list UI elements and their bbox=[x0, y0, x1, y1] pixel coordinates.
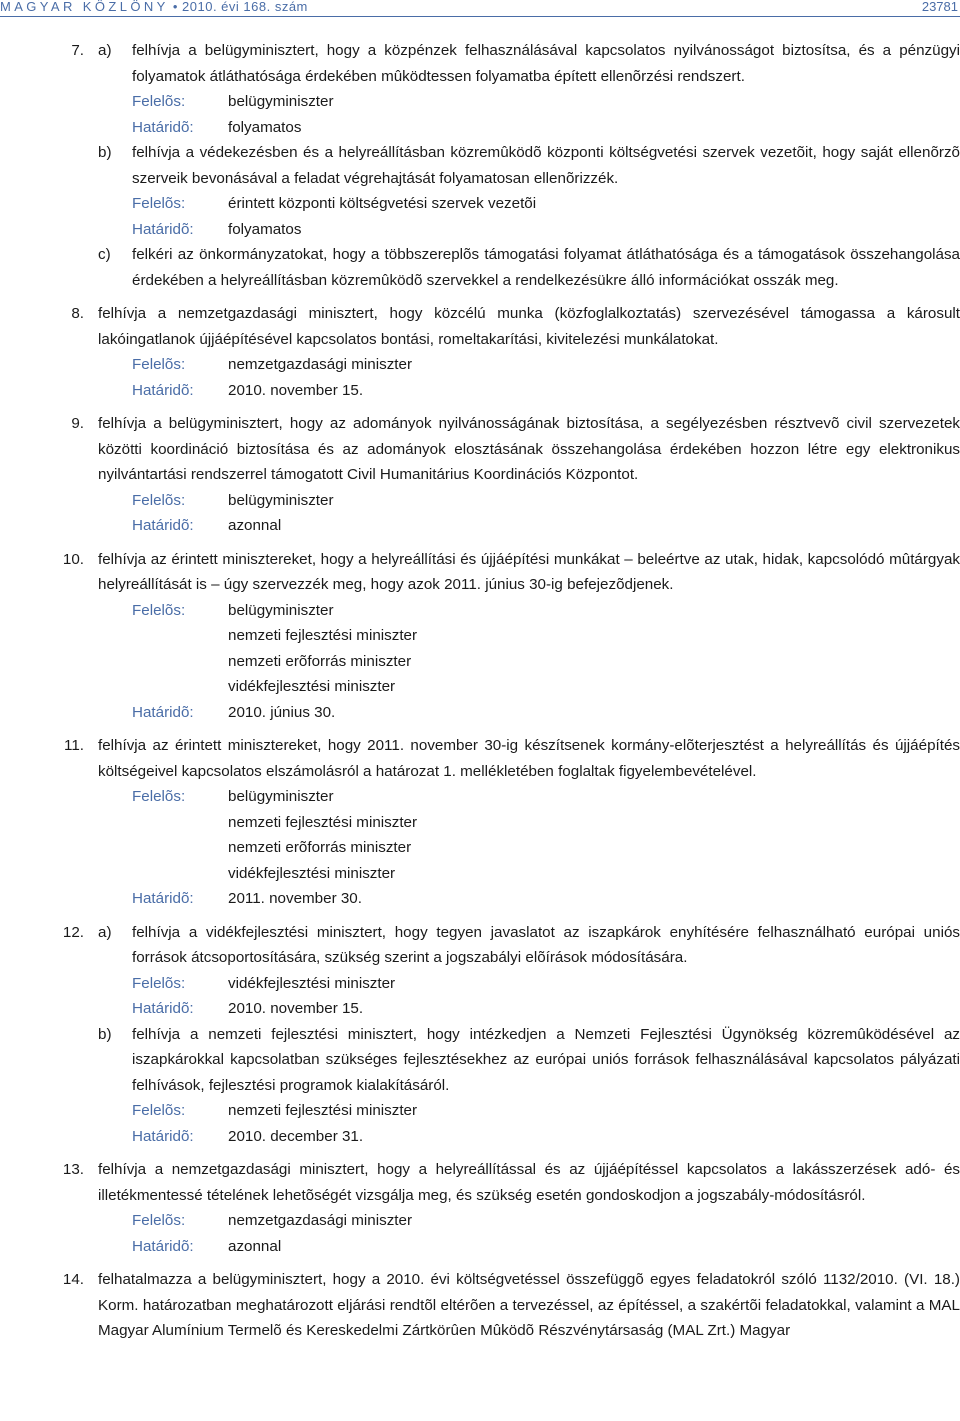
responsible-row bbox=[98, 598, 960, 624]
responsible-value: vidékfejlesztési miniszter bbox=[228, 678, 396, 695]
responsible-value: nemzetgazdasági miniszter bbox=[228, 356, 413, 373]
running-head bbox=[0, 0, 960, 14]
responsible-row bbox=[98, 810, 960, 836]
item-14 bbox=[0, 1267, 960, 1344]
deadline-value: 2011. november 30. bbox=[228, 890, 362, 907]
responsible-row bbox=[132, 1098, 960, 1124]
deadline-label: Határidõ: bbox=[132, 118, 194, 136]
responsible-row bbox=[98, 488, 960, 514]
responsible-value: belügyminiszter bbox=[228, 491, 334, 509]
page-number: 23781 bbox=[921, 0, 958, 14]
responsible-label: Felelõs: bbox=[132, 974, 186, 992]
responsible-row bbox=[98, 649, 960, 675]
item-text: felkéri az önkormányzatokat, hogy a többszereplõs támogatási folyamat átláthatósága és a támogatások összehangolása érdekében a helyreállításban közremûködõ szervekkel a rendelkezésükre álló információkat osszák meg. bbox=[132, 246, 960, 289]
item-8 bbox=[0, 301, 960, 403]
deadline-row bbox=[98, 1234, 960, 1260]
responsible-row bbox=[98, 835, 960, 861]
subitem-letter: b) bbox=[98, 1025, 112, 1043]
subitem-7a bbox=[98, 38, 960, 140]
item-12 bbox=[0, 920, 960, 1150]
item-text: felhívja a nemzetgazdasági minisztert, hogy a helyreállítással és az újjáépítéssel kapcsolatos a lakásszerzések adó- és illetékmentessé tételének lehetõségét vizsgálja meg, és szükség esetén gondoskodjon a jogszabály-módosításról. bbox=[98, 1161, 960, 1204]
header-rule bbox=[0, 16, 960, 17]
item-number: 9. bbox=[71, 415, 84, 432]
responsible-row bbox=[132, 971, 960, 997]
item-number: 12. bbox=[62, 923, 84, 941]
responsible-value: nemzeti fejlesztési miniszter bbox=[228, 1102, 418, 1119]
item-10 bbox=[0, 547, 960, 726]
publication-title: MAGYAR KÖZLÖNY bbox=[0, 0, 169, 14]
deadline-label: Határidõ: bbox=[132, 381, 194, 399]
responsible-row bbox=[132, 191, 960, 217]
item-9 bbox=[0, 411, 960, 539]
deadline-row bbox=[132, 115, 960, 141]
responsible-value: nemzetgazdasági miniszter bbox=[228, 1212, 413, 1229]
deadline-row bbox=[98, 886, 960, 912]
responsible-row bbox=[98, 861, 960, 887]
responsible-value: nemzeti erõforrás miniszter bbox=[228, 839, 412, 856]
responsible-row bbox=[98, 784, 960, 810]
subitem-12a bbox=[98, 920, 960, 1022]
responsible-row bbox=[98, 623, 960, 649]
subitem-7c bbox=[98, 242, 960, 293]
responsible-row bbox=[98, 674, 960, 700]
responsible-value: érintett központi költségvetési szervek vezetõi bbox=[228, 195, 537, 212]
subitem-7b bbox=[98, 140, 960, 242]
deadline-label: Határidõ: bbox=[132, 890, 194, 907]
item-text: felhatalmazza a belügyminisztert, hogy a 2010. évi költségvetéssel összefüggõ egyes feladatokról szóló 1132/2010. (VI. 18.) Korm. határozatban meghatározott eljárási rendtõl eltérõen a tervezéssel, az építéssel, a szakértõi feladatokkal, valamint a MAL Magyar Alumínium Termelõ és Kereskedelmi Zártkörûen Mûködõ Részvénytársaság (MAL Zrt.) Magyar bbox=[98, 1271, 960, 1339]
item-number: 10. bbox=[62, 550, 84, 568]
deadline-value: azonnal bbox=[228, 517, 282, 534]
deadline-label: Határidõ: bbox=[132, 517, 194, 534]
responsible-label: Felelõs: bbox=[132, 1102, 186, 1119]
deadline-label: Határidõ: bbox=[132, 1000, 194, 1017]
item-text: felhívja a nemzetgazdasági minisztert, hogy közcélú munka (közfoglalkoztatás) szervezésével támogassa a károsult lakóingatlanok újjáépítésével kapcsolatos bontási, romeltakarítási, kivitelezési munkálatokat. bbox=[98, 305, 960, 348]
deadline-label: Határidõ: bbox=[132, 1237, 194, 1255]
deadline-value: 2010. november 15. bbox=[228, 381, 364, 399]
document-body bbox=[0, 38, 960, 1344]
item-number: 14. bbox=[62, 1271, 84, 1288]
deadline-row bbox=[98, 378, 960, 404]
responsible-label: Felelõs: bbox=[132, 93, 186, 110]
issue-label: 2010. évi 168. szám bbox=[182, 0, 308, 14]
subitem-letter: c) bbox=[98, 246, 111, 263]
deadline-value: 2010. június 30. bbox=[228, 703, 336, 721]
responsible-value: vidékfejlesztési miniszter bbox=[228, 864, 396, 882]
responsible-value: nemzeti erõforrás miniszter bbox=[228, 652, 412, 670]
subitem-letter: b) bbox=[98, 144, 112, 161]
running-head-left bbox=[0, 0, 308, 14]
deadline-label: Határidõ: bbox=[132, 1127, 194, 1145]
subitem-letter: a) bbox=[98, 923, 112, 941]
responsible-value: vidékfejlesztési miniszter bbox=[228, 974, 396, 992]
responsible-value: belügyminiszter bbox=[228, 788, 334, 805]
item-text: felhívja a védekezésben és a helyreállításban közremûködõ központi költségvetési szervek vezetõit, hogy saját ellenõrzõ szerveik bevonásával a feladat végrehajtását folyamatosan ellenõrizzék. bbox=[132, 144, 960, 187]
item-text: felhívja az érintett minisztereket, hogy a helyreállítási és újjáépítési munkákat – beleértve az utak, hidak, kapcsolódó mûtárgyak helyreállítását is – úgy szervezzék meg, hogy azok 2011. június 30-ig befejezõdjenek. bbox=[98, 550, 960, 593]
deadline-row bbox=[98, 513, 960, 539]
deadline-row bbox=[132, 1124, 960, 1150]
responsible-row bbox=[98, 1208, 960, 1234]
deadline-row bbox=[132, 996, 960, 1022]
responsible-value: belügyminiszter bbox=[228, 93, 334, 110]
item-13 bbox=[0, 1157, 960, 1259]
responsible-label: Felelõs: bbox=[132, 195, 186, 212]
subitem-letter: a) bbox=[98, 42, 112, 59]
deadline-label: Határidõ: bbox=[132, 703, 194, 721]
responsible-row bbox=[98, 352, 960, 378]
item-number: 7. bbox=[71, 42, 84, 59]
responsible-label: Felelõs: bbox=[132, 1212, 186, 1229]
responsible-label: Felelõs: bbox=[132, 601, 186, 619]
item-number: 13. bbox=[62, 1161, 84, 1178]
item-text: felhívja az érintett minisztereket, hogy 2011. november 30-ig készítsenek kormány-elõterjesztést a helyreállítás és újjáépítés költségeivel kapcsolatos elszámolásról a határozat 1. mellékletében foglaltak figyelembevételével. bbox=[98, 737, 960, 780]
item-text: felhívja a nemzeti fejlesztési minisztert, hogy intézkedjen a Nemzeti Fejlesztési Ügynökség közremûködésével az iszapkárokkal kapcsolatban szükséges fejlesztésekhez az európai uniós források felhasználásával kapcsolatos pályázati felhívások, fejlesztési programok kialakításáról. bbox=[132, 1025, 960, 1094]
item-number: 8. bbox=[71, 305, 84, 322]
deadline-value: 2010. november 15. bbox=[228, 1000, 364, 1017]
deadline-value: 2010. december 31. bbox=[228, 1127, 364, 1145]
deadline-value: folyamatos bbox=[228, 220, 302, 238]
responsible-label: Felelõs: bbox=[132, 788, 186, 805]
item-number: 11. bbox=[64, 737, 84, 754]
subitem-12b bbox=[98, 1022, 960, 1150]
responsible-value: nemzeti fejlesztési miniszter bbox=[228, 813, 418, 831]
deadline-value: azonnal bbox=[228, 1237, 282, 1255]
item-11 bbox=[0, 733, 960, 912]
item-text: felhívja a vidékfejlesztési minisztert, hogy tegyen javaslatot az iszapkárok enyhítésére felhasználható európai uniós források átcsoportosítására, szükség szerint a jogszabályi elõírások módosítására. bbox=[132, 923, 960, 966]
item-text: felhívja a belügyminisztert, hogy az adományok nyilvánosságának biztosítása, a segélyezésben résztvevõ civil szervezetek közötti koordináció biztosítása és az adományok elosztásának összehangolása érdekében hozzon létre egy elektronikus nyilvántartási rendszerrel támogatott Civil Humanitárius Koordinációs Központot. bbox=[98, 415, 960, 483]
responsible-label: Felelõs: bbox=[132, 491, 186, 509]
responsible-row bbox=[132, 89, 960, 115]
deadline-label: Határidõ: bbox=[132, 220, 194, 238]
deadline-value: folyamatos bbox=[228, 118, 302, 136]
bullet-separator: • bbox=[172, 0, 178, 14]
item-text: felhívja a belügyminisztert, hogy a közpénzek felhasználásával kapcsolatos nyilvánosságot biztosítsa, és a pénzügyi folyamatok átláthatósága érdekében mûködtessen folyamatba épített ellenõrzési rendszert. bbox=[132, 42, 960, 85]
item-7 bbox=[0, 38, 960, 293]
deadline-row bbox=[98, 700, 960, 726]
responsible-label: Felelõs: bbox=[132, 356, 186, 373]
deadline-row bbox=[132, 217, 960, 243]
responsible-value: nemzeti fejlesztési miniszter bbox=[228, 627, 418, 644]
responsible-value: belügyminiszter bbox=[228, 601, 334, 619]
